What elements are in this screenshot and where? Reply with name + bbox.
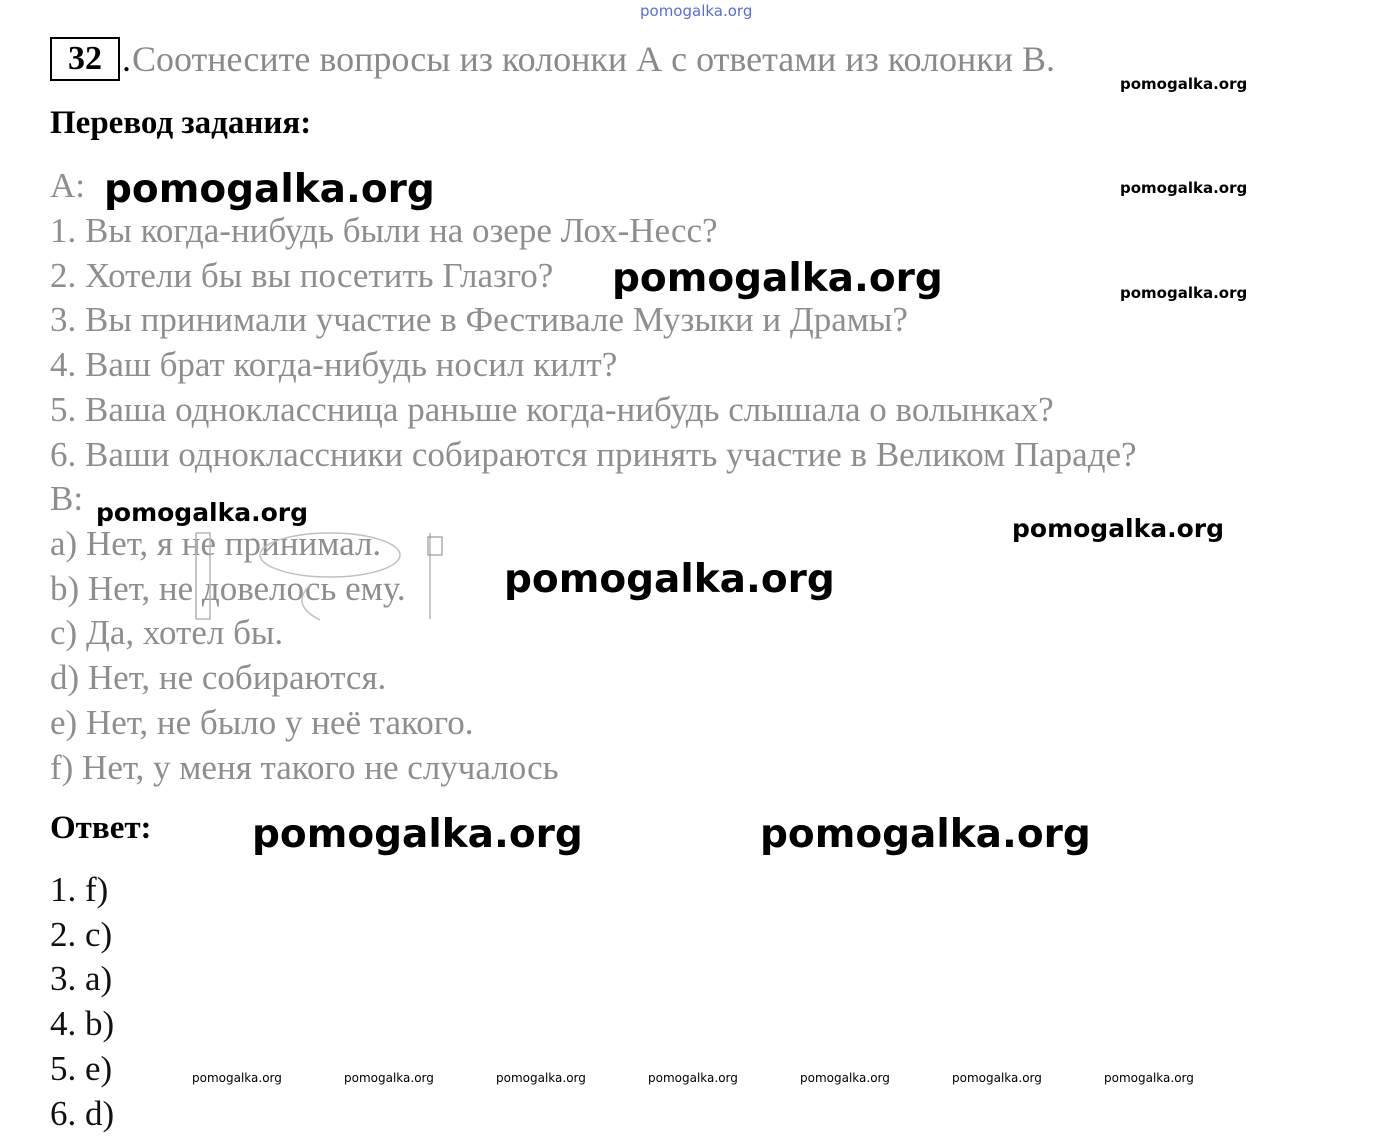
task-number-dot: . (122, 39, 131, 79)
answer-option-b: b) Нет, не довелось ему. (50, 569, 406, 608)
answer-option-c: c) Да, хотел бы. (50, 613, 284, 652)
question-1: 1. Вы когда-нибудь были на озере Лох-Несс? (50, 211, 718, 250)
answer-option-f: f) Нет, у меня такого не случалось (50, 748, 559, 787)
answer-heading: Ответ: (50, 810, 152, 846)
question-4: 4. Ваш брат когда-нибудь носил килт? (50, 345, 618, 384)
answer-item-1: 1. f) (50, 870, 109, 909)
question-6: 6. Ваши одноклассники собираются принять участие в Великом Параде? (50, 435, 1137, 474)
watermark-tiny: pomogalka.org (952, 1071, 1042, 1085)
answer-option-a: a) Нет, я не принимал. (50, 524, 382, 563)
watermark-tiny: pomogalka.org (344, 1071, 434, 1085)
translation-heading: Перевод задания: (50, 105, 312, 141)
answer-option-d: d) Нет, не собираются. (50, 658, 387, 697)
watermark-large: pomogalka.org (104, 167, 435, 212)
watermark-tiny: pomogalka.org (192, 1071, 282, 1085)
watermark-small: pomogalka.org (1120, 179, 1248, 197)
watermark-small: pomogalka.org (1120, 284, 1248, 302)
watermark-small: pomogalka.org (1120, 75, 1248, 93)
watermark-medium: pomogalka.org (1012, 514, 1225, 543)
task-number: 32 (50, 37, 120, 81)
watermark-large: pomogalka.org (252, 812, 583, 857)
column-b-label: В: (50, 479, 84, 518)
answer-item-2: 2. c) (50, 915, 113, 954)
question-2: 2. Хотели бы вы посетить Глазго? (50, 256, 554, 295)
answer-item-4: 4. b) (50, 1004, 115, 1043)
question-5: 5. Ваша одноклассница раньше когда-нибудь слышала о волынках? (50, 390, 1054, 429)
watermark-large: pomogalka.org (612, 256, 943, 301)
answer-item-3: 3. a) (50, 959, 113, 998)
watermark-tiny: pomogalka.org (1104, 1071, 1194, 1085)
task-instruction: Соотнесите вопросы из колонки А с ответами из колонки В. (132, 39, 1055, 79)
watermark-medium: pomogalka.org (96, 498, 309, 527)
watermark-large: pomogalka.org (504, 557, 835, 602)
watermark-large: pomogalka.org (760, 812, 1091, 857)
site-watermark-top: pomogalka.org (640, 2, 753, 20)
question-3: 3. Вы принимали участие в Фестивале Музыки и Драмы? (50, 300, 908, 339)
answer-item-6: 6. d) (50, 1094, 115, 1133)
column-a-label: А: (50, 166, 85, 205)
watermark-tiny: pomogalka.org (496, 1071, 586, 1085)
answer-item-5: 5. e) (50, 1049, 113, 1088)
stamp-artifact (190, 525, 460, 625)
watermark-tiny: pomogalka.org (648, 1071, 738, 1085)
watermark-tiny: pomogalka.org (800, 1071, 890, 1085)
answer-option-e: e) Нет, не было у неё такого. (50, 703, 474, 742)
